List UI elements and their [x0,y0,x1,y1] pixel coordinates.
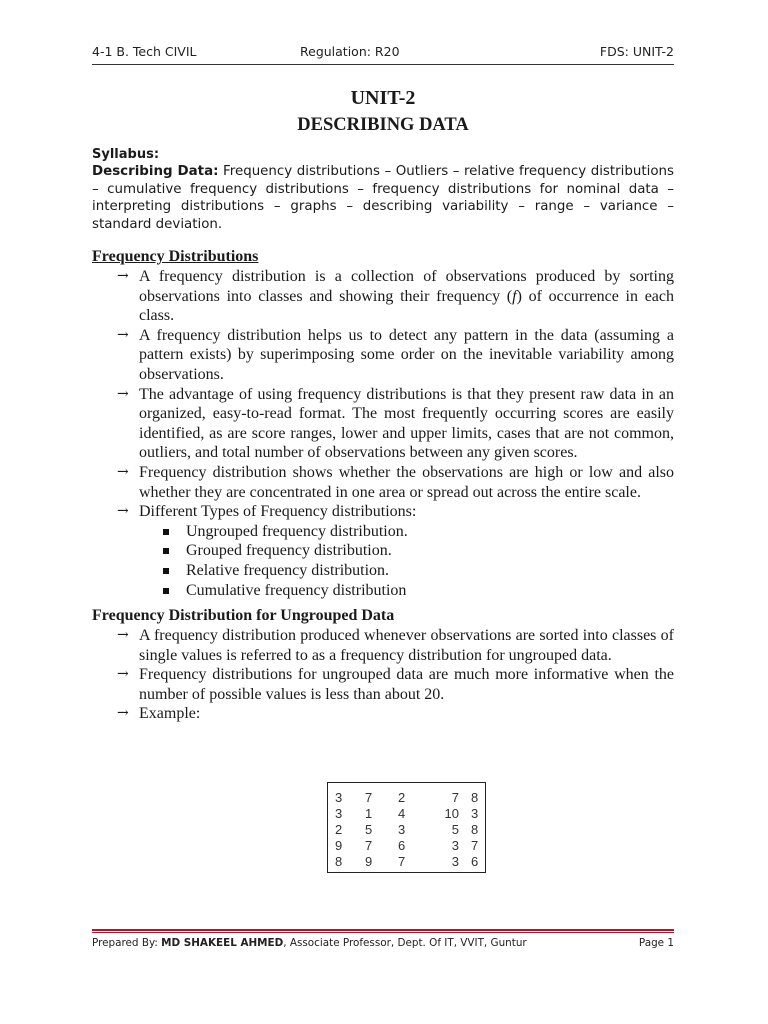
example-table-grid [335,790,485,870]
table-cell: 5 [451,822,459,837]
page-subtitle: DESCRIBING DATA [297,115,469,135]
table-cell: 7 [451,790,459,805]
syllabus-lead: Describing Data: [92,164,219,179]
list-item [92,385,674,463]
list-item [92,502,674,522]
arrow-icon: → [117,268,129,284]
square-bullet-icon [163,529,169,535]
header-course: 4-1 B. Tech CIVIL [92,44,197,59]
header-divider [92,64,674,65]
list-item [92,326,674,385]
table-cell: 2 [335,822,343,837]
table-cell: 9 [365,854,373,869]
table-cell: 7 [471,838,479,853]
table-cell: 6 [471,854,479,869]
page-header [92,40,674,66]
table-cell: 3 [398,822,406,837]
list-item-text: Cumulative frequency distribution [186,581,407,599]
table-cell: 9 [335,838,343,853]
list-item [92,704,674,724]
footer-divider [92,929,674,931]
syllabus-text [92,163,674,233]
list-item-text: The advantage of using frequency distributions is that they present raw data in an organized, easy-to-read format. The most frequently occurring scores are easily identified, as are score ranges, lower and upper limits, cases that are not common, outliers, and total number of observations between any given scores. [139,385,674,462]
list-item [92,541,674,561]
list-item [92,626,674,665]
list-item-text: Frequency distribution shows whether the observations are high or low and also whether they are concentrated in one area or spread out across the entire scale. [139,463,674,501]
arrow-icon: → [117,503,129,520]
list-item-text: Grouped frequency distribution. [186,542,392,560]
arrow-icon: → [117,326,129,343]
table-cell: 6 [398,838,406,853]
page-title: UNIT-2 [350,87,416,109]
section-heading-ungrouped-data: Frequency Distribution for Ungrouped Data [92,607,395,625]
list-item-text: Example: [139,705,201,723]
page-number: Page 1 [638,937,674,949]
frequency-symbol: f [512,287,517,305]
table-cell: 8 [471,790,479,805]
arrow-icon: → [117,385,129,402]
list-item [92,267,674,326]
table-row [335,806,485,822]
ungrouped-data-points [92,626,674,724]
list-item-text: Frequency distributions for ungrouped data are much more informative when the number of possible values is less than about 20. [139,666,674,703]
table-cell: 3 [335,806,343,821]
header-unit: FDS: UNIT-2 [599,44,674,59]
syllabus-body: Frequency distributions – Outliers – relative frequency distributions – cumulative frequency distributions – frequency distributions for nominal data – interpreting distributions – graphs – describing variability – range – variance – standard deviation. [92,164,674,232]
table-cell: 7 [398,854,406,869]
list-item-text: Different Types of Frequency distributions: [139,503,417,521]
table-cell: 7 [365,790,373,805]
table-cell: 2 [398,790,406,805]
frequency-distribution-points [92,267,674,522]
table-cell: 8 [335,854,343,869]
list-item-text: Ungrouped frequency distribution. [186,522,408,540]
table-row [335,838,485,854]
arrow-icon: → [117,627,129,644]
square-bullet-icon [163,568,169,574]
table-cell: 5 [365,822,373,837]
square-bullet-icon [163,548,169,554]
table-cell: 7 [365,838,373,853]
square-bullet-icon [163,588,169,594]
table-row [335,854,485,870]
footer-divider-thin [92,932,674,933]
table-cell: 10 [444,806,459,821]
table-row [335,790,485,806]
list-item [92,463,674,502]
frequency-distribution-types [92,522,674,600]
arrow-icon: → [117,463,129,480]
table-cell: 4 [398,806,406,821]
list-item [92,581,674,601]
example-data-table [327,782,486,873]
list-item-text: Relative frequency distribution. [186,561,390,579]
section-heading-frequency-distributions: Frequency Distributions [92,248,259,265]
list-item [92,561,674,581]
list-item-text: A frequency distribution produced whenever observations are sorted into classes of single values is referred to as a frequency distribution for ungrouped data. [139,627,674,664]
arrow-icon: → [117,666,129,683]
table-cell: 3 [335,790,343,805]
list-item-text: A frequency distribution helps us to detect any pattern in the data (assuming a pattern exists) by superimposing some order on the inevitable variability among observations. [139,326,674,383]
footer-author [92,937,527,949]
table-row [335,822,485,838]
header-regulation: Regulation: R20 [300,44,400,59]
footer-prefix: Prepared By: [92,937,162,949]
table-cell: 3 [451,854,459,869]
syllabus-label: Syllabus: [92,147,160,162]
list-item [92,522,674,542]
list-item [92,665,674,704]
table-cell: 8 [471,822,479,837]
list-item-text: A frequency distribution is a collection of observations produced by sorting observations into classes and showing their frequency (f) of occurrence in each class. [139,268,674,325]
footer-affiliation: , Associate Professor, Dept. Of IT, VVIT, Guntur [283,937,527,949]
footer-name: MD SHAKEEL AHMED [161,937,284,949]
table-cell: 3 [471,806,479,821]
arrow-icon: → [117,705,129,722]
table-cell: 1 [365,806,373,821]
page-content [92,86,674,724]
table-cell: 3 [451,838,459,853]
